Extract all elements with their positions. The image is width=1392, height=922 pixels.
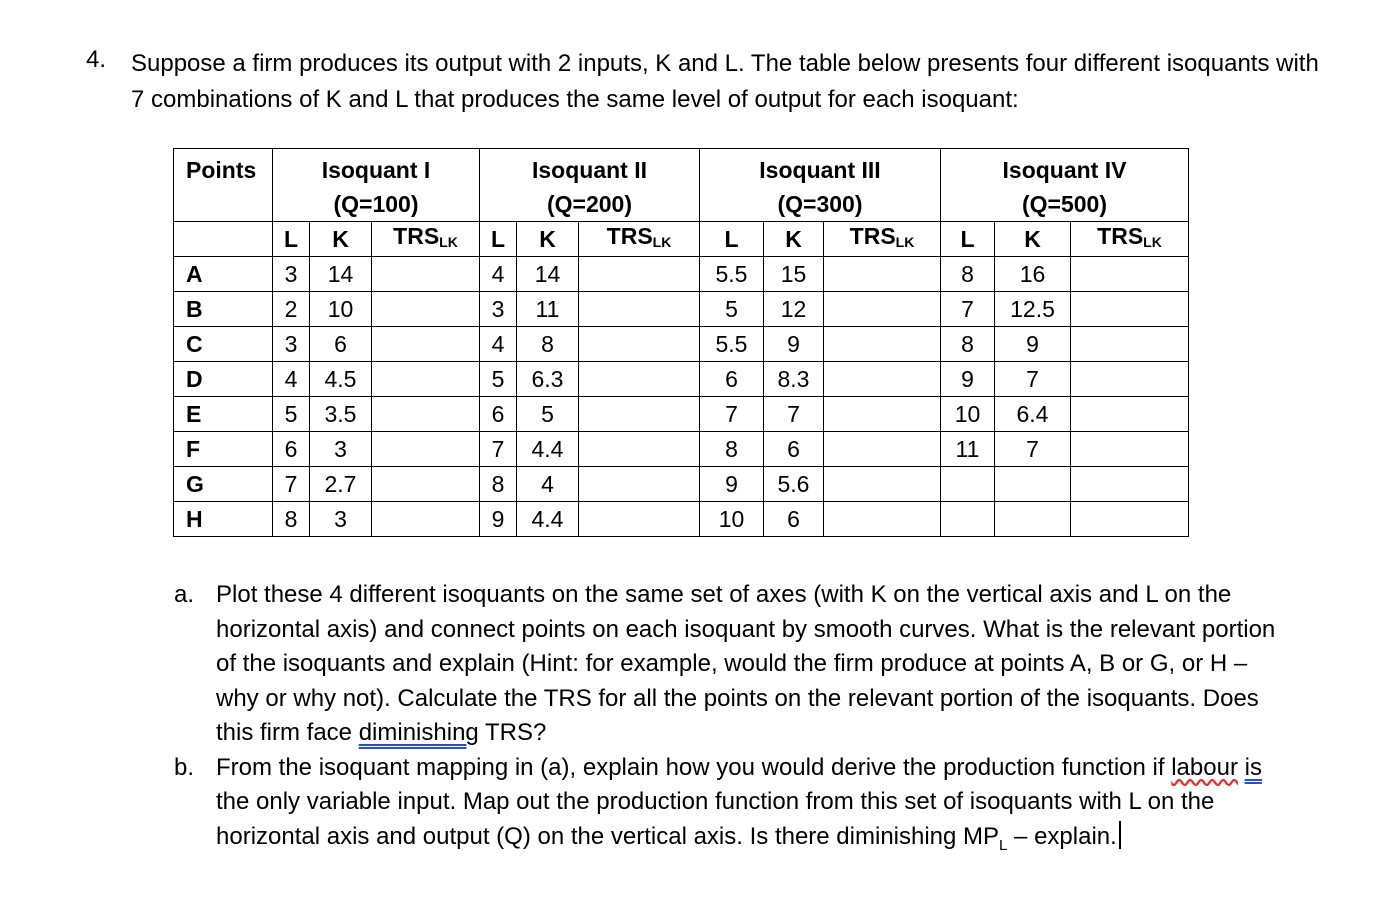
cell-K: 9 xyxy=(995,327,1071,362)
table-subheader-row xyxy=(174,222,1189,257)
cell-L: 7 xyxy=(941,292,995,327)
cell-K: 8.3 xyxy=(764,362,824,397)
cell-L: 5.5 xyxy=(700,327,764,362)
point-label: G xyxy=(174,467,273,502)
table-row xyxy=(174,467,1189,502)
cell-K xyxy=(995,502,1071,537)
cell-TRS xyxy=(579,327,700,362)
cell-TRS xyxy=(824,432,941,467)
table-row xyxy=(174,432,1189,467)
cell-TRS xyxy=(372,292,480,327)
cell-K: 7 xyxy=(764,397,824,432)
cell-L: 8 xyxy=(273,502,310,537)
cell-K: 11 xyxy=(517,292,579,327)
cell-L: 9 xyxy=(700,467,764,502)
cell-K: 10 xyxy=(310,292,372,327)
cell-L: 10 xyxy=(700,502,764,537)
col-header-L: L xyxy=(700,222,764,257)
cell-K: 7 xyxy=(995,362,1071,397)
table-row xyxy=(174,397,1189,432)
grammar-underline: is xyxy=(1244,753,1262,781)
cell-TRS xyxy=(1071,467,1189,502)
cell-K: 4.5 xyxy=(310,362,372,397)
cell-L: 11 xyxy=(941,432,995,467)
cell-K: 3 xyxy=(310,502,372,537)
cell-L: 9 xyxy=(941,362,995,397)
cell-L: 2 xyxy=(273,292,310,327)
cell-K: 3 xyxy=(310,432,372,467)
col-header-L: L xyxy=(941,222,995,257)
cell-TRS xyxy=(1071,362,1189,397)
cell-L: 5 xyxy=(700,292,764,327)
cell-L: 5 xyxy=(480,362,517,397)
cell-TRS xyxy=(824,257,941,292)
cell-L: 7 xyxy=(273,467,310,502)
cell-L: 8 xyxy=(480,467,517,502)
table-row xyxy=(174,257,1189,292)
isoquant-header: Isoquant III (Q=300) xyxy=(700,149,941,222)
cell-K: 8 xyxy=(517,327,579,362)
point-label: F xyxy=(174,432,273,467)
cell-K: 4.4 xyxy=(517,432,579,467)
sub-questions xyxy=(174,578,1294,863)
table-row xyxy=(174,327,1189,362)
cell-L: 7 xyxy=(700,397,764,432)
cell-L: 6 xyxy=(480,397,517,432)
col-header-K: K xyxy=(517,222,579,257)
point-label: H xyxy=(174,502,273,537)
cell-TRS xyxy=(579,467,700,502)
cell-L: 5 xyxy=(273,397,310,432)
cell-TRS xyxy=(372,327,480,362)
cell-TRS xyxy=(372,467,480,502)
cell-K: 12 xyxy=(764,292,824,327)
cell-L: 3 xyxy=(273,257,310,292)
points-header: Points xyxy=(174,149,273,222)
col-header-TRS: $TRS_{LK}$ xyxy=(372,222,480,257)
isoquant-header: Isoquant II (Q=200) xyxy=(480,149,700,222)
cell-TRS xyxy=(579,362,700,397)
col-header-TRS: $TRS_{LK}$ xyxy=(824,222,941,257)
cell-K xyxy=(995,467,1071,502)
cell-L: 7 xyxy=(480,432,517,467)
cell-TRS xyxy=(1071,292,1189,327)
cell-TRS xyxy=(824,397,941,432)
cell-TRS xyxy=(824,362,941,397)
cell-K: 5 xyxy=(517,397,579,432)
cell-L: 3 xyxy=(273,327,310,362)
question-text: Suppose a firm produces its output with 2 inputs, K and L. The table below presents four different isoquants with 7 combinations of K and L that produces the same level of output for each isoquant: xyxy=(131,50,1319,113)
table-row xyxy=(174,362,1189,397)
cell-K: 9 xyxy=(764,327,824,362)
cell-K: 6 xyxy=(764,432,824,467)
col-header-K: K xyxy=(995,222,1071,257)
cell-K: 6.3 xyxy=(517,362,579,397)
cell-TRS xyxy=(579,432,700,467)
cell-L xyxy=(941,467,995,502)
col-header-K: K xyxy=(764,222,824,257)
text-cursor[interactable] xyxy=(1119,821,1121,849)
cell-L: 4 xyxy=(480,257,517,292)
cell-TRS xyxy=(1071,502,1189,537)
cell-K: 14 xyxy=(517,257,579,292)
cell-L: 10 xyxy=(941,397,995,432)
col-header-TRS: $TRS_{LK}$ xyxy=(1071,222,1189,257)
cell-L: 6 xyxy=(700,362,764,397)
cell-TRS xyxy=(1071,397,1189,432)
cell-TRS xyxy=(372,362,480,397)
cell-L: 4 xyxy=(480,327,517,362)
col-header-K: K xyxy=(310,222,372,257)
part-b-text: From the isoquant mapping in (a), explain how you would derive the production function if labour is the only variable input. Map out the production function from this set of isoquants with L on the horizontal axis and output (Q) on the vertical axis. Is there diminishing $MP_L$ – explain. xyxy=(216,753,1262,854)
cell-TRS xyxy=(579,397,700,432)
table-row xyxy=(174,502,1189,537)
cell-K: 6.4 xyxy=(995,397,1071,432)
part-a-label: a. xyxy=(174,581,195,608)
cell-TRS xyxy=(579,292,700,327)
isoquant-table xyxy=(173,148,1189,537)
question-number: 4. xyxy=(86,46,107,73)
part-b xyxy=(174,751,1294,863)
cell-TRS xyxy=(579,257,700,292)
cell-K: 14 xyxy=(310,257,372,292)
cell-K: 3.5 xyxy=(310,397,372,432)
point-label: A xyxy=(174,257,273,292)
cell-TRS xyxy=(824,467,941,502)
isoquant-header: Isoquant IV (Q=500) xyxy=(941,149,1189,222)
cell-L: 9 xyxy=(480,502,517,537)
point-label: C xyxy=(174,327,273,362)
cell-TRS xyxy=(372,257,480,292)
cell-L: 6 xyxy=(273,432,310,467)
cell-TRS xyxy=(1071,257,1189,292)
cell-K: 2.7 xyxy=(310,467,372,502)
cell-K: 6 xyxy=(310,327,372,362)
cell-K: 16 xyxy=(995,257,1071,292)
col-header-L: L xyxy=(480,222,517,257)
point-label: E xyxy=(174,397,273,432)
cell-L: 4 xyxy=(273,362,310,397)
grammar-underline: diminishing xyxy=(358,719,479,746)
part-a xyxy=(174,578,1294,751)
cell-L xyxy=(941,502,995,537)
col-header-L: L xyxy=(273,222,310,257)
cell-TRS xyxy=(579,502,700,537)
cell-TRS xyxy=(1071,327,1189,362)
isoquant-header: Isoquant I (Q=100) xyxy=(273,149,480,222)
cell-L: 8 xyxy=(941,257,995,292)
cell-K: 15 xyxy=(764,257,824,292)
point-label: D xyxy=(174,362,273,397)
cell-TRS xyxy=(372,397,480,432)
part-a-text: Plot these 4 different isoquants on the same set of axes (with K on the vertical axis and L on the horizontal axis) and connect points on each isoquant by smooth curves. What is the relevant portion of the isoquants and explain (Hint: for example, would the firm produce at points A, B or G, or H – why or why not). Calculate the TRS for all the points on the relevant portion of the isoquants. Does this firm face diminishing TRS? xyxy=(216,581,1276,746)
cell-TRS xyxy=(1071,432,1189,467)
cell-TRS xyxy=(824,292,941,327)
table-row xyxy=(174,292,1189,327)
cell-TRS xyxy=(372,432,480,467)
cell-K: 12.5 xyxy=(995,292,1071,327)
cell-TRS xyxy=(372,502,480,537)
cell-L: 8 xyxy=(700,432,764,467)
point-label: B xyxy=(174,292,273,327)
cell-K: 5.6 xyxy=(764,467,824,502)
cell-L: 8 xyxy=(941,327,995,362)
cell-TRS xyxy=(824,502,941,537)
spelling-underline: labour xyxy=(1171,753,1238,781)
cell-TRS xyxy=(824,327,941,362)
cell-L: 5.5 xyxy=(700,257,764,292)
part-b-label: b. xyxy=(174,753,195,781)
cell-K: 7 xyxy=(995,432,1071,467)
cell-L: 3 xyxy=(480,292,517,327)
cell-K: 4 xyxy=(517,467,579,502)
cell-K: 4.4 xyxy=(517,502,579,537)
cell-K: 6 xyxy=(764,502,824,537)
col-header-TRS: $TRS_{LK}$ xyxy=(579,222,700,257)
table-header-row xyxy=(174,149,1189,222)
blank-cell xyxy=(174,222,273,257)
